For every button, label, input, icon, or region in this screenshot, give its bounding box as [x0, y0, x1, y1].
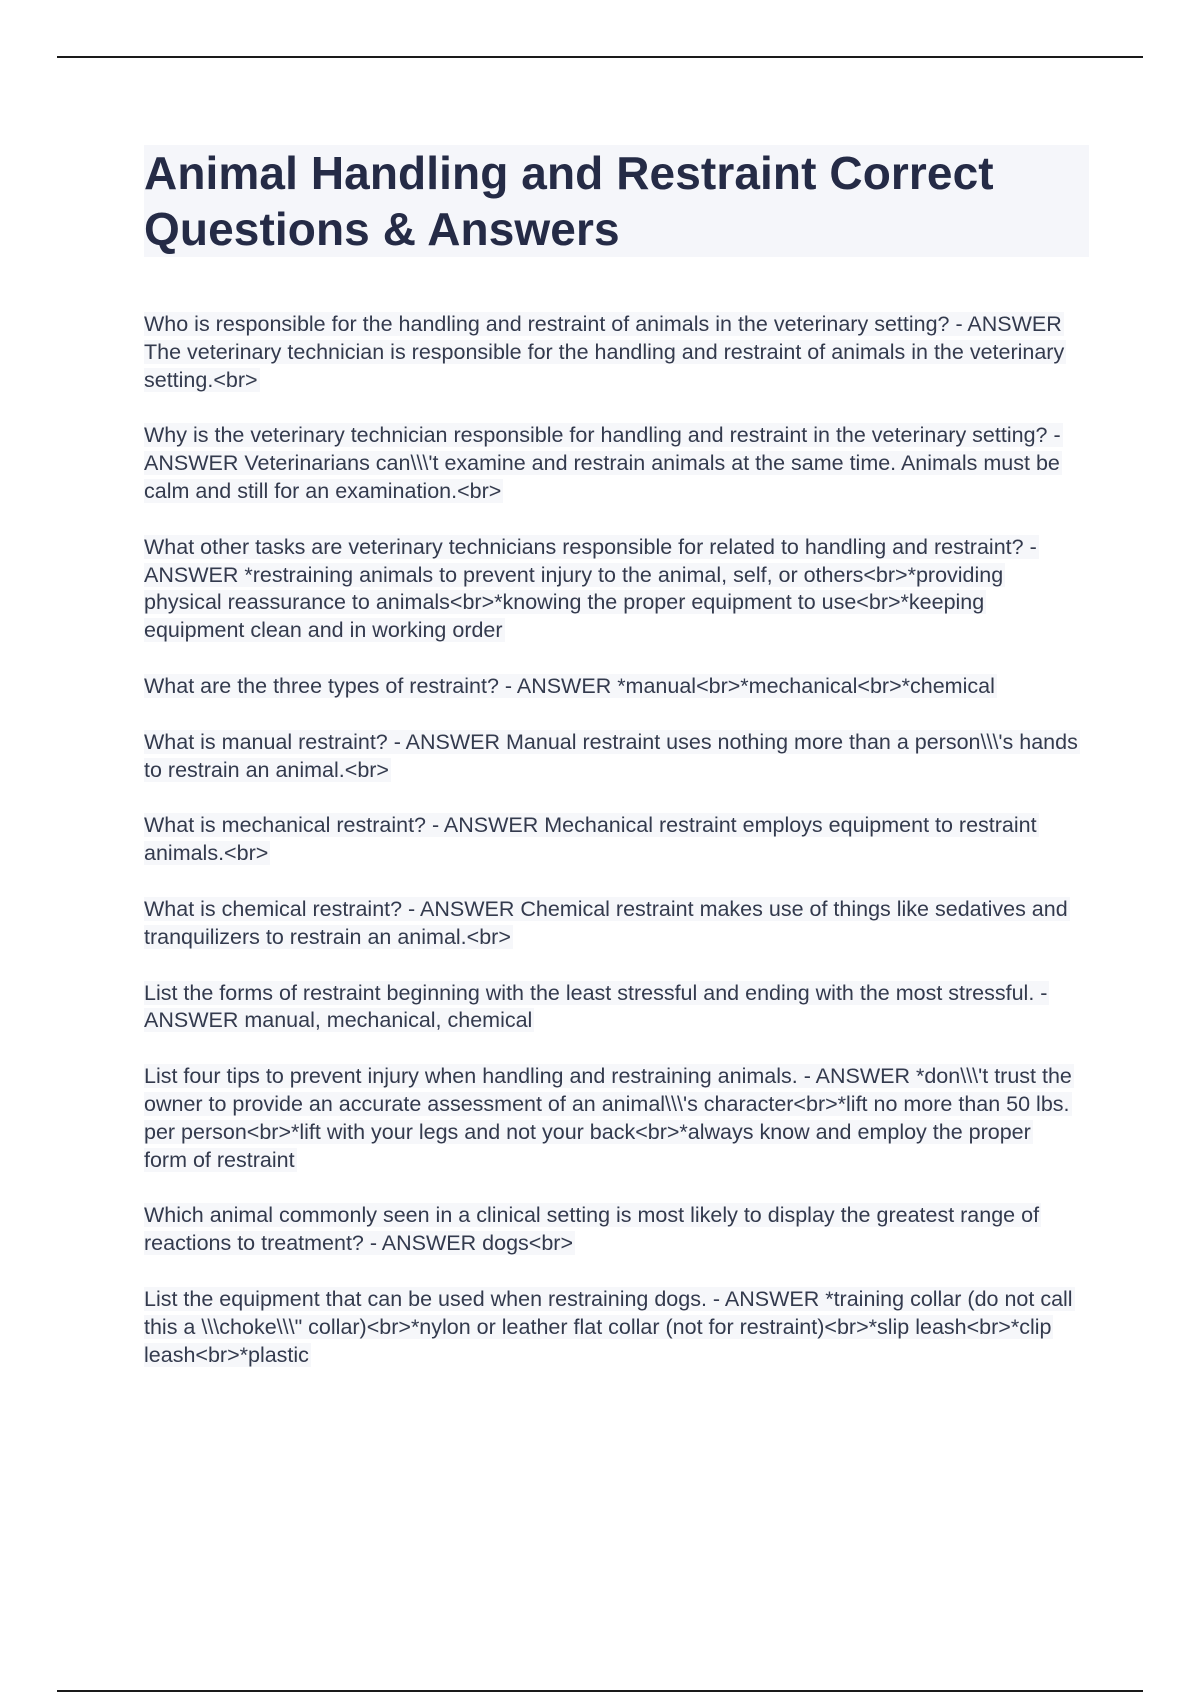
qa-item	[144, 1286, 1079, 1369]
qa-text: What is mechanical restraint? - ANSWER Mechanical restraint employs equipment to restraint animals.<br>	[144, 813, 1037, 866]
qa-item	[144, 673, 1079, 701]
qa-text: Why is the veterinary technician responsible for handling and restraint in the veterinary setting? - ANSWER Veterinarians can\\\'t examine and restrain animals at the same time. Animals must be calm and still for an examination.<br>	[144, 423, 1061, 503]
qa-text: Which animal commonly seen in a clinical setting is most likely to display the greatest range of reactions to treatment? - ANSWER dogs<br>	[144, 1203, 1040, 1256]
qa-item	[144, 980, 1079, 1036]
qa-text: List the forms of restraint beginning with the least stressful and ending with the most stressful. - ANSWER manual, mechanical, chemical	[144, 980, 1048, 1033]
qa-text: Who is responsible for the handling and restraint of animals in the veterinary setting? - ANSWER The veterinary technician is responsible for the handling and restraint of animals in the veterinary setting.<br>	[144, 312, 1065, 392]
qa-text: What is chemical restraint? - ANSWER Chemical restraint makes use of things like sedatives and tranquilizers to restrain an animal.<br>	[144, 896, 1068, 949]
qa-item	[144, 311, 1079, 394]
document-title: Animal Handling and Restraint Correct Questions & Answers	[144, 145, 1089, 257]
qa-text: What are the three types of restraint? - ANSWER *manual<br>*mechanical<br>*chemical	[144, 673, 995, 698]
qa-item	[144, 534, 1079, 645]
qa-item	[144, 896, 1079, 952]
qa-item	[144, 812, 1079, 868]
qa-text: List the equipment that can be used when restraining dogs. - ANSWER *training collar (do not call this a \\\choke\\\" collar)<br>*nylon or leather flat collar (not for restraint)<br>*slip leash<br>*clip leash<br>*plastic	[144, 1286, 1073, 1367]
qa-list	[144, 311, 1079, 1397]
qa-item	[144, 729, 1079, 785]
bottom-rule	[57, 1690, 1143, 1692]
qa-item	[144, 422, 1079, 505]
qa-item	[144, 1202, 1079, 1258]
qa-item	[144, 1063, 1079, 1174]
qa-text: What is manual restraint? - ANSWER Manual restraint uses nothing more than a person\\\'s hands to restrain an animal.<br>	[144, 729, 1078, 782]
qa-text: List four tips to prevent injury when handling and restraining animals. - ANSWER *don\\\'t trust the owner to provide an accurate assessment of an animal\\\'s character<br>*lift no more than 50 lbs. per person<br>*lift with your legs and not your back<br>*always know and employ the proper form of restraint	[144, 1064, 1072, 1172]
top-rule	[57, 56, 1143, 58]
qa-text: What other tasks are veterinary technicians responsible for related to handling and restraint? - ANSWER *restraining animals to prevent injury to the animal, self, or others<br>*providing physical reassurance to animals<br>*knowing the proper equipment to use<br>*keeping equipment clean and in working order	[144, 534, 1037, 643]
